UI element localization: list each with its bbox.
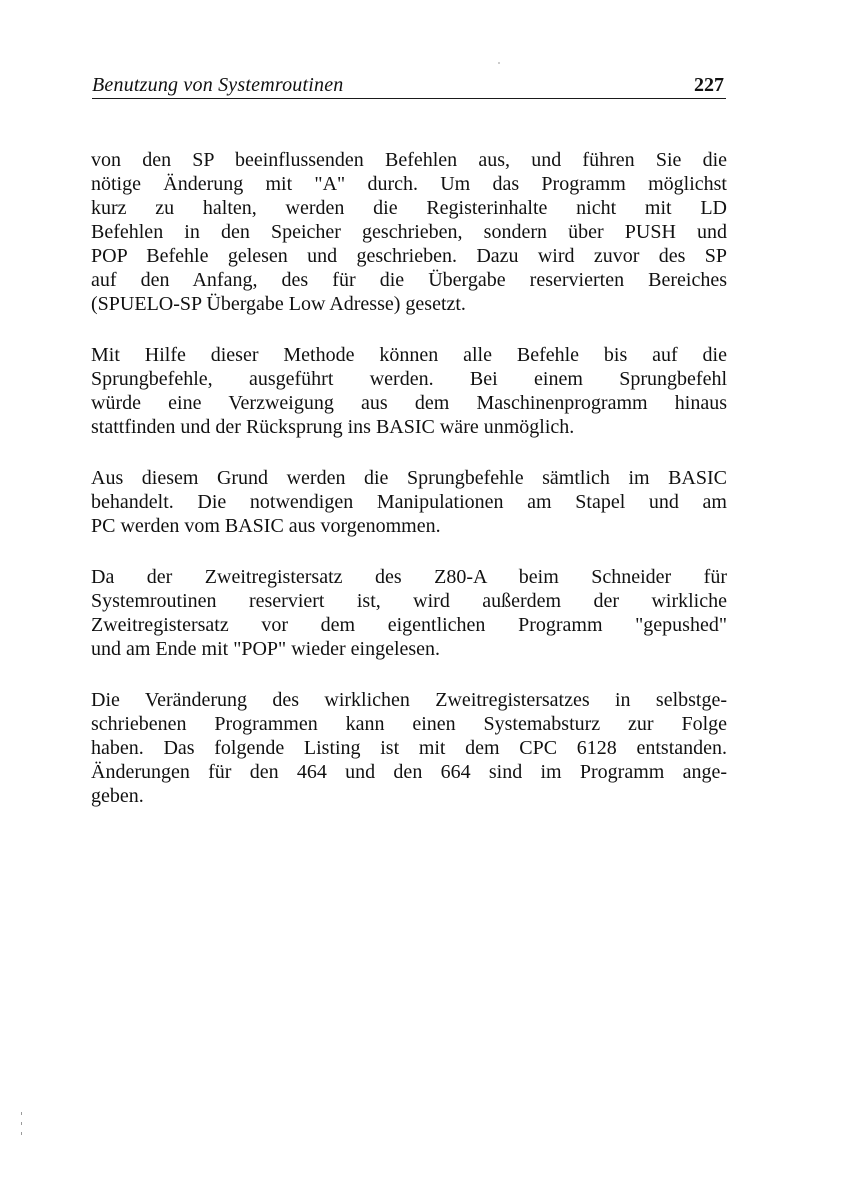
- margin-mark: [21, 1112, 22, 1115]
- text-line: (SPUELO-SP Übergabe Low Adresse) gesetzt.: [91, 293, 466, 315]
- text-line: behandelt. Die notwendigen Manipulationen am Stapel und am: [91, 491, 727, 513]
- text-line: Zweitregistersatz vor dem eigentlichen Programm "gepushed": [91, 614, 727, 636]
- text-line: auf den Anfang, des für die Übergabe reservierten Bereiches: [91, 269, 727, 291]
- running-header: [92, 74, 726, 99]
- text-line: schriebenen Programmen kann einen Systemabsturz zur Folge: [91, 713, 727, 735]
- margin-mark: [21, 1122, 22, 1125]
- text-line: würde eine Verzweigung aus dem Maschinenprogramm hinaus: [91, 392, 727, 414]
- text-line: kurz zu halten, werden die Registerinhalte nicht mit LD: [91, 197, 727, 219]
- text-line: Aus diesem Grund werden die Sprungbefehle sämtlich im BASIC: [91, 467, 727, 489]
- paragraph-2: [91, 343, 727, 439]
- text-line: POP Befehle gelesen und geschrieben. Dazu wird zuvor des SP: [91, 245, 727, 267]
- text-line: Mit Hilfe dieser Methode können alle Befehle bis auf die: [91, 344, 727, 366]
- text-line: nötige Änderung mit "A" durch. Um das Programm möglichst: [91, 173, 727, 195]
- text-line: Sprungbefehle, ausgeführt werden. Bei einem Sprungbefehl: [91, 368, 727, 390]
- text-line: Befehlen in den Speicher geschrieben, sondern über PUSH und: [91, 221, 727, 243]
- text-line: von den SP beeinflussenden Befehlen aus, und führen Sie die: [91, 149, 727, 171]
- text-line: stattfinden und der Rücksprung ins BASIC wäre unmöglich.: [91, 416, 575, 438]
- text-line: haben. Das folgende Listing ist mit dem CPC 6128 entstanden.: [91, 737, 727, 759]
- text-line: Systemroutinen reserviert ist, wird außerdem der wirkliche: [91, 590, 727, 612]
- scan-speck: [498, 62, 500, 64]
- margin-marks: [20, 1112, 24, 1148]
- text-line: PC werden vom BASIC aus vorgenommen.: [91, 515, 441, 537]
- text-line: Da der Zweitregistersatz des Z80-A beim Schneider für: [91, 566, 727, 588]
- text-line: Die Veränderung des wirklichen Zweitregistersatzes in selbstge-: [91, 689, 727, 711]
- page-number: 227: [694, 74, 724, 96]
- text-line: Änderungen für den 464 und den 664 sind im Programm ange-: [91, 761, 727, 783]
- paragraph-1: [91, 148, 727, 316]
- paragraph-4: [91, 565, 727, 661]
- paragraph-3: [91, 466, 727, 538]
- margin-mark: [21, 1132, 22, 1135]
- text-line: geben.: [91, 785, 144, 807]
- text-line: und am Ende mit "POP" wieder eingelesen.: [91, 638, 441, 660]
- paragraph-5: [91, 688, 727, 808]
- chapter-title: Benutzung von Systemroutinen: [92, 74, 344, 96]
- body-text: [91, 148, 727, 835]
